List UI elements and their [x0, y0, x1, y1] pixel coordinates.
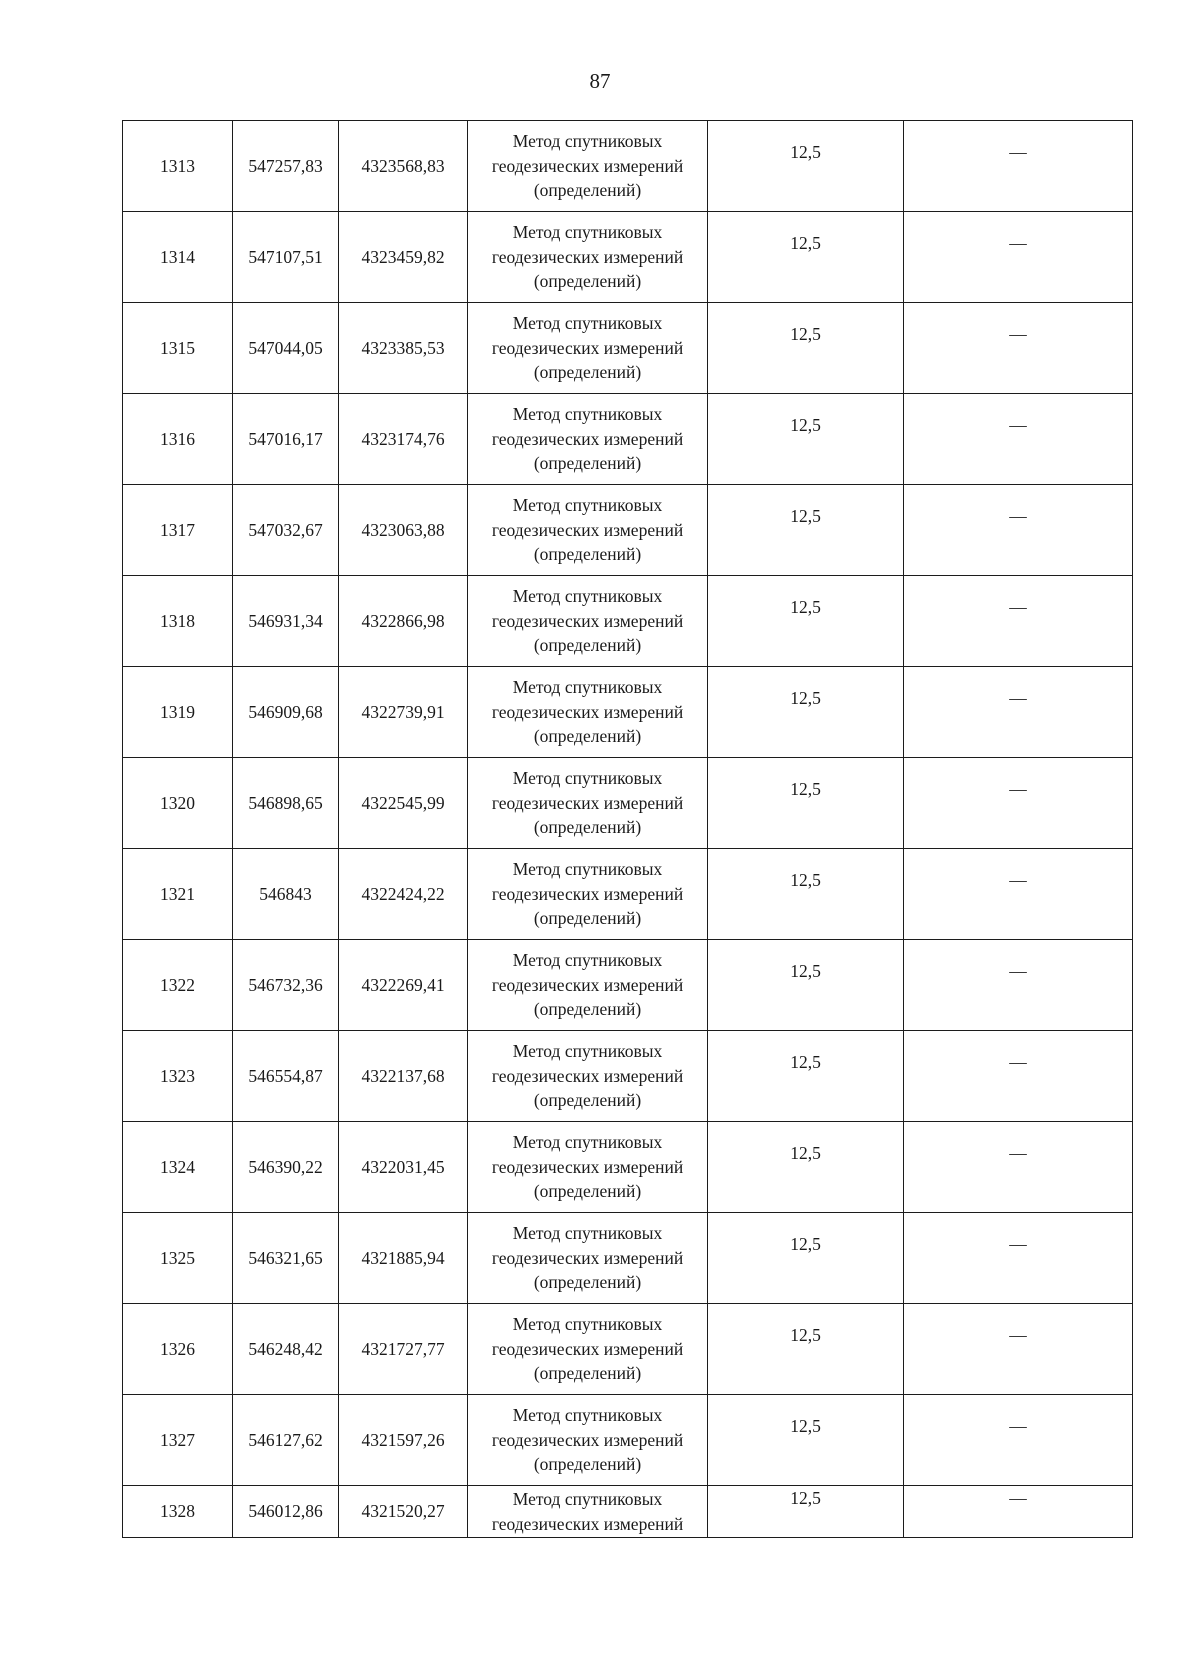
method-line: геодезических измерений: [491, 1338, 684, 1359]
method-line: геодезических измерений: [491, 701, 684, 722]
table-row: [123, 212, 1133, 303]
table-row: [123, 576, 1133, 667]
accuracy-cell-text: 12,5: [790, 869, 821, 890]
accuracy-cell: [708, 1486, 904, 1538]
accuracy-cell: [708, 121, 904, 212]
method-line: (определений): [533, 362, 642, 383]
accuracy-cell: [708, 576, 904, 667]
table-row: [123, 667, 1133, 758]
x-coordinate-cell: 547107,51: [233, 212, 339, 303]
note-cell: [904, 576, 1133, 667]
note-cell-text: —: [1009, 1488, 1027, 1508]
method-cell: [468, 1304, 708, 1395]
method-line: Метод спутниковых: [512, 404, 663, 425]
y-coordinate-cell: 4322866,98: [339, 576, 468, 667]
method-line: геодезических измерений: [491, 428, 684, 449]
point-number-cell: 1315: [123, 303, 233, 394]
y-coordinate-cell: 4323568,83: [339, 121, 468, 212]
coordinates-table: [122, 120, 1133, 1538]
method-line: Метод спутниковых: [512, 1041, 663, 1062]
method-line: геодезических измерений: [491, 1429, 684, 1450]
point-number-cell: 1325: [123, 1213, 233, 1304]
note-cell: [904, 1122, 1133, 1213]
method-line: (определений): [533, 1363, 642, 1384]
method-cell: [468, 212, 708, 303]
accuracy-cell-text: 12,5: [790, 1415, 821, 1436]
accuracy-cell: [708, 940, 904, 1031]
method-line: Метод спутниковых: [512, 1223, 663, 1244]
point-number-cell: 1327: [123, 1395, 233, 1486]
x-coordinate-cell: 547016,17: [233, 394, 339, 485]
note-cell: [904, 667, 1133, 758]
accuracy-cell-text: 12,5: [790, 1488, 821, 1508]
note-cell: [904, 485, 1133, 576]
y-coordinate-cell: 4323063,88: [339, 485, 468, 576]
method-line: геодезических измерений: [491, 155, 684, 176]
method-line: (определений): [533, 1454, 642, 1475]
method-line: Метод спутниковых: [512, 131, 663, 152]
note-cell: [904, 394, 1133, 485]
accuracy-cell-text: 12,5: [790, 323, 821, 344]
table-row: [123, 1304, 1133, 1395]
x-coordinate-cell: 547032,67: [233, 485, 339, 576]
table-row: [123, 1031, 1133, 1122]
table-row: [123, 303, 1133, 394]
accuracy-cell: [708, 485, 904, 576]
accuracy-cell-text: 12,5: [790, 1233, 821, 1254]
accuracy-cell: [708, 667, 904, 758]
accuracy-cell: [708, 303, 904, 394]
note-cell-text: —: [1009, 596, 1027, 617]
method-cell: [468, 940, 708, 1031]
point-number-cell: 1328: [123, 1486, 233, 1538]
note-cell-text: —: [1009, 323, 1027, 344]
method-line: (определений): [533, 635, 642, 656]
method-line: геодезических измерений: [491, 792, 684, 813]
coordinates-table-body: [123, 121, 1133, 1538]
note-cell: [904, 212, 1133, 303]
table-row: [123, 1122, 1133, 1213]
method-line: Метод спутниковых: [512, 677, 663, 698]
method-line: геодезических измерений: [491, 1513, 684, 1534]
table-row: [123, 121, 1133, 212]
method-line: геодезических измерений: [491, 1156, 684, 1177]
note-cell-text: —: [1009, 1324, 1027, 1345]
point-number-cell: 1314: [123, 212, 233, 303]
point-number-cell: 1319: [123, 667, 233, 758]
y-coordinate-cell: 4323459,82: [339, 212, 468, 303]
x-coordinate-cell: 546127,62: [233, 1395, 339, 1486]
accuracy-cell-text: 12,5: [790, 1324, 821, 1345]
method-line: геодезических измерений: [491, 1065, 684, 1086]
page-number: 87: [589, 69, 611, 93]
method-line: (определений): [533, 180, 642, 201]
accuracy-cell: [708, 1122, 904, 1213]
x-coordinate-cell: 547044,05: [233, 303, 339, 394]
accuracy-cell-text: 12,5: [790, 596, 821, 617]
point-number-cell: 1320: [123, 758, 233, 849]
method-cell: [468, 121, 708, 212]
method-line: (определений): [533, 453, 642, 474]
x-coordinate-cell: 546909,68: [233, 667, 339, 758]
method-line: Метод спутниковых: [512, 313, 663, 334]
method-line: (определений): [533, 544, 642, 565]
method-line: (определений): [533, 1181, 642, 1202]
point-number-cell: 1318: [123, 576, 233, 667]
method-line: геодезических измерений: [491, 1247, 684, 1268]
accuracy-cell-text: 12,5: [790, 960, 821, 981]
table-row: [123, 1395, 1133, 1486]
method-line: геодезических измерений: [491, 337, 684, 358]
table-row: [123, 849, 1133, 940]
note-cell: [904, 940, 1133, 1031]
y-coordinate-cell: 4322031,45: [339, 1122, 468, 1213]
method-line: Метод спутниковых: [512, 222, 663, 243]
method-line: геодезических измерений: [491, 883, 684, 904]
method-line: (определений): [533, 908, 642, 929]
x-coordinate-cell: 546898,65: [233, 758, 339, 849]
note-cell: [904, 849, 1133, 940]
method-cell: [468, 303, 708, 394]
method-line: Метод спутниковых: [512, 950, 663, 971]
method-cell: [468, 1122, 708, 1213]
method-cell: [468, 485, 708, 576]
method-line: Метод спутниковых: [512, 1489, 663, 1509]
method-line: (определений): [533, 1272, 642, 1293]
x-coordinate-cell: 546390,22: [233, 1122, 339, 1213]
note-cell-text: —: [1009, 141, 1027, 162]
x-coordinate-cell: 546843: [233, 849, 339, 940]
y-coordinate-cell: 4321727,77: [339, 1304, 468, 1395]
point-number-cell: 1317: [123, 485, 233, 576]
method-cell: [468, 1213, 708, 1304]
note-cell-text: —: [1009, 1142, 1027, 1163]
method-cell: [468, 1031, 708, 1122]
method-line: (определений): [533, 817, 642, 838]
note-cell: [904, 758, 1133, 849]
note-cell: [904, 1213, 1133, 1304]
method-line: геодезических измерений: [491, 974, 684, 995]
x-coordinate-cell: 546012,86: [233, 1486, 339, 1538]
note-cell-text: —: [1009, 869, 1027, 890]
note-cell: [904, 303, 1133, 394]
x-coordinate-cell: 546248,42: [233, 1304, 339, 1395]
accuracy-cell-text: 12,5: [790, 505, 821, 526]
accuracy-cell-text: 12,5: [790, 141, 821, 162]
x-coordinate-cell: 546321,65: [233, 1213, 339, 1304]
method-line: (определений): [533, 271, 642, 292]
note-cell-text: —: [1009, 1415, 1027, 1436]
y-coordinate-cell: 4322739,91: [339, 667, 468, 758]
method-cell: [468, 1486, 708, 1538]
y-coordinate-cell: 4322137,68: [339, 1031, 468, 1122]
method-line: геодезических измерений: [491, 610, 684, 631]
point-number-cell: 1326: [123, 1304, 233, 1395]
method-line: Метод спутниковых: [512, 1405, 663, 1426]
method-cell: [468, 758, 708, 849]
accuracy-cell-text: 12,5: [790, 778, 821, 799]
table-row: [123, 1486, 1133, 1538]
x-coordinate-cell: 546554,87: [233, 1031, 339, 1122]
method-line: Метод спутниковых: [512, 495, 663, 516]
y-coordinate-cell: 4322545,99: [339, 758, 468, 849]
point-number-cell: 1316: [123, 394, 233, 485]
note-cell: [904, 1304, 1133, 1395]
accuracy-cell-text: 12,5: [790, 232, 821, 253]
method-line: (определений): [533, 726, 642, 747]
point-number-cell: 1313: [123, 121, 233, 212]
y-coordinate-cell: 4321597,26: [339, 1395, 468, 1486]
accuracy-cell-text: 12,5: [790, 1142, 821, 1163]
note-cell-text: —: [1009, 960, 1027, 981]
accuracy-cell: [708, 849, 904, 940]
note-cell-text: —: [1009, 505, 1027, 526]
table-row: [123, 758, 1133, 849]
method-line: (определений): [533, 1090, 642, 1111]
accuracy-cell: [708, 394, 904, 485]
note-cell: [904, 1486, 1133, 1538]
y-coordinate-cell: 4322424,22: [339, 849, 468, 940]
x-coordinate-cell: 546931,34: [233, 576, 339, 667]
x-coordinate-cell: 547257,83: [233, 121, 339, 212]
method-line: Метод спутниковых: [512, 1132, 663, 1153]
note-cell-text: —: [1009, 232, 1027, 253]
y-coordinate-cell: 4322269,41: [339, 940, 468, 1031]
table-row: [123, 485, 1133, 576]
accuracy-cell: [708, 758, 904, 849]
note-cell: [904, 1031, 1133, 1122]
method-cell: [468, 1395, 708, 1486]
accuracy-cell-text: 12,5: [790, 414, 821, 435]
method-cell: [468, 667, 708, 758]
method-line: Метод спутниковых: [512, 1314, 663, 1335]
point-number-cell: 1321: [123, 849, 233, 940]
table-row: [123, 1213, 1133, 1304]
point-number-cell: 1322: [123, 940, 233, 1031]
method-line: Метод спутниковых: [512, 768, 663, 789]
x-coordinate-cell: 546732,36: [233, 940, 339, 1031]
note-cell: [904, 121, 1133, 212]
table-row: [123, 940, 1133, 1031]
accuracy-cell: [708, 1395, 904, 1486]
note-cell-text: —: [1009, 1233, 1027, 1254]
accuracy-cell: [708, 1031, 904, 1122]
point-number-cell: 1324: [123, 1122, 233, 1213]
point-number-cell: 1323: [123, 1031, 233, 1122]
method-line: геодезических измерений: [491, 246, 684, 267]
y-coordinate-cell: 4321520,27: [339, 1486, 468, 1538]
method-cell: [468, 576, 708, 667]
accuracy-cell: [708, 1304, 904, 1395]
y-coordinate-cell: 4323385,53: [339, 303, 468, 394]
y-coordinate-cell: 4321885,94: [339, 1213, 468, 1304]
method-line: геодезических измерений: [491, 519, 684, 540]
note-cell-text: —: [1009, 414, 1027, 435]
method-cell: [468, 394, 708, 485]
method-cell: [468, 849, 708, 940]
accuracy-cell: [708, 1213, 904, 1304]
note-cell-text: —: [1009, 687, 1027, 708]
note-cell-text: —: [1009, 778, 1027, 799]
note-cell: [904, 1395, 1133, 1486]
table-row: [123, 394, 1133, 485]
accuracy-cell: [708, 212, 904, 303]
method-line: Метод спутниковых: [512, 586, 663, 607]
y-coordinate-cell: 4323174,76: [339, 394, 468, 485]
accuracy-cell-text: 12,5: [790, 1051, 821, 1072]
method-line: Метод спутниковых: [512, 859, 663, 880]
accuracy-cell-text: 12,5: [790, 687, 821, 708]
method-line: (определений): [533, 999, 642, 1020]
note-cell-text: —: [1009, 1051, 1027, 1072]
